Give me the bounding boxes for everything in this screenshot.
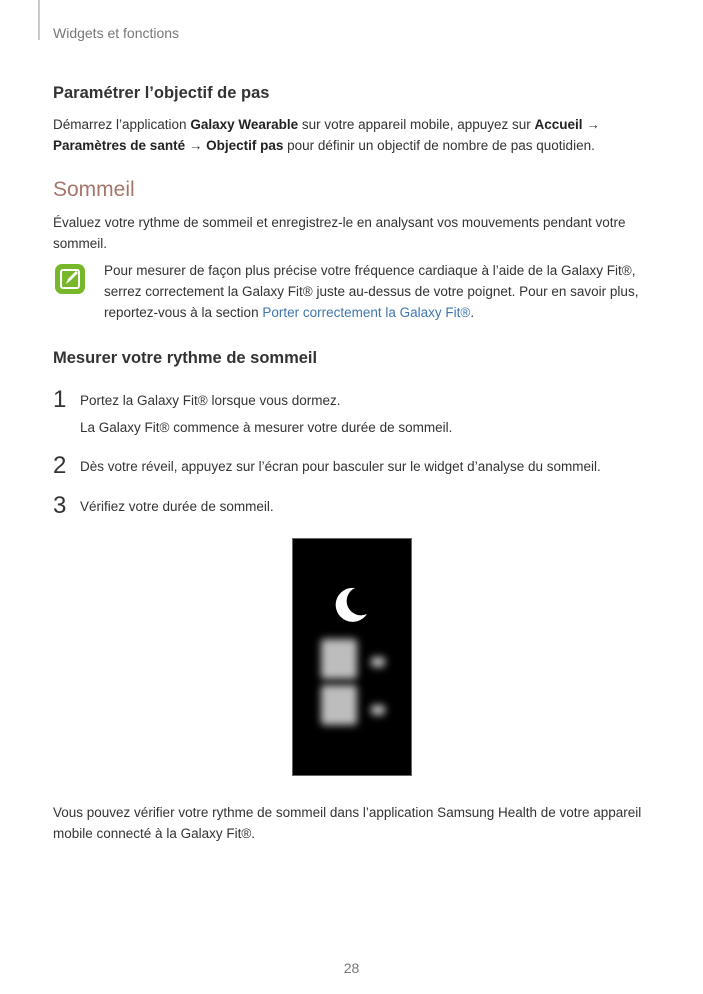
page-header-title: Widgets et fonctions: [53, 25, 180, 41]
step-goal-paragraph: [53, 114, 643, 156]
sleep-heading: Sommeil: [53, 178, 135, 201]
moon-icon: [331, 584, 371, 624]
text-run: pour définir un objectif de nombre de pas quotidien.: [283, 138, 595, 153]
step-number-3: 3: [53, 492, 67, 519]
note-pencil-icon: [55, 264, 85, 294]
note-text-run: .: [470, 305, 475, 320]
page-number: 28: [343, 960, 360, 976]
step-subtext-1: La Galaxy Fit® commence à mesurer votre durée de sommeil.: [80, 420, 453, 435]
arrow-separator: →: [185, 138, 207, 153]
step-text-3: Vérifiez votre durée de sommeil.: [80, 499, 274, 514]
step-number-1: 1: [53, 386, 67, 413]
text-run: sur votre appareil mobile, appuyez sur: [298, 117, 535, 132]
sleep-duration-blurred-unit-bottom: [371, 705, 385, 715]
step-text-2: Dès votre réveil, appuyez sur l’écran pour basculer sur le widget d’analyse du sommeil.: [80, 459, 601, 474]
sleep-duration-blurred-bottom: [321, 685, 357, 725]
menu-objectif-pas: Objectif pas: [206, 138, 284, 153]
text-run: Démarrez l’application: [53, 117, 191, 132]
measure-heading: Mesurer votre rythme de sommeil: [53, 349, 318, 367]
sleep-duration-blurred-top: [321, 639, 357, 679]
sleep-intro: Évaluez votre rythme de sommeil et enregistrez-le en analysant vos mouvements pendant votre sommeil.: [53, 215, 626, 251]
note-text-run: Pour mesurer de façon plus précise votre fréquence cardiaque à l’aide de la Galaxy Fit®, serrez correctement la Galaxy Fit® juste au-dessus de votre poignet. Pour en savoir plus, reportez-vous à la section: [104, 263, 639, 320]
header-rule: [38, 0, 40, 40]
sleep-duration-blurred-unit-top: [371, 657, 385, 667]
step-text-1: Portez la Galaxy Fit® lorsque vous dormez.: [80, 393, 341, 408]
app-name-galaxy-wearable: Galaxy Wearable: [190, 117, 299, 132]
device-screen: [292, 538, 412, 776]
menu-parametres-sante: Paramètres de santé: [53, 138, 186, 153]
step-goal-heading: Paramétrer l’objectif de pas: [53, 84, 270, 102]
step-number-2: 2: [53, 452, 67, 479]
menu-accueil: Accueil: [534, 117, 583, 132]
wearing-section-link[interactable]: Porter correctement la Galaxy Fit®: [262, 305, 471, 320]
note-text: [104, 260, 644, 323]
arrow-separator: →: [582, 117, 600, 132]
footer-paragraph: Vous pouvez vérifier votre rythme de sommeil dans l’application Samsung Health de votre appareil mobile connecté à la Galaxy Fit®.: [53, 805, 642, 841]
